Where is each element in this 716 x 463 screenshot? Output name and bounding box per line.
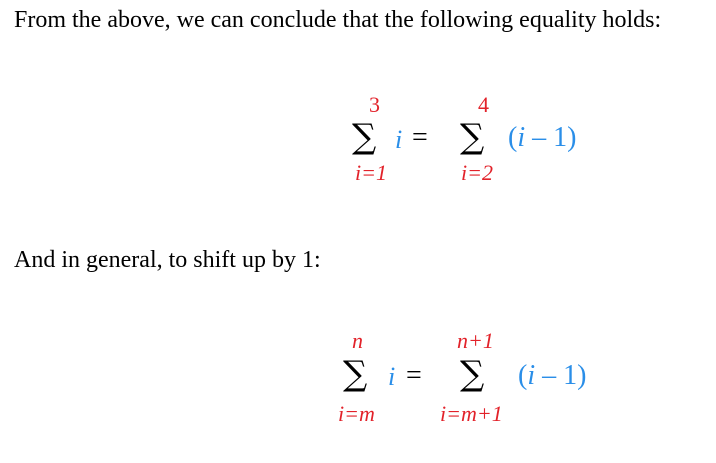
eq2-lhs-term: i [388,362,396,391]
eq1-lhs-lower-limit: i=1 [355,160,387,185]
eq1-lhs-upper-limit: 3 [369,92,380,117]
intro-text: From the above, we can conclude that the following equality holds: [14,7,662,33]
eq1-rhs-sum-icon: ∑ [460,117,485,157]
eq1-rhs-term: (i – 1) [508,122,577,153]
general-text: And in general, to shift up by 1: [14,247,321,273]
eq1-equals: = [412,122,428,153]
eq1-lhs-sum-icon: ∑ [352,117,377,157]
eq2-rhs-lower-limit: i=m+1 [440,401,503,426]
eq2-equals: = [406,360,422,391]
eq2-lhs-sum-icon: ∑ [343,354,368,394]
eq2-rhs-upper-limit: n+1 [457,328,494,353]
eq2-rhs-term: (i – 1) [518,360,587,391]
eq2-lhs-upper-limit: n [352,328,363,353]
eq1-lhs-term: i [395,125,403,154]
eq2-rhs-sum-icon: ∑ [460,354,485,394]
eq1-rhs-upper-limit: 4 [478,92,489,117]
eq2-lhs-lower-limit: i=m [338,401,375,426]
eq1-rhs-lower-limit: i=2 [461,160,493,185]
